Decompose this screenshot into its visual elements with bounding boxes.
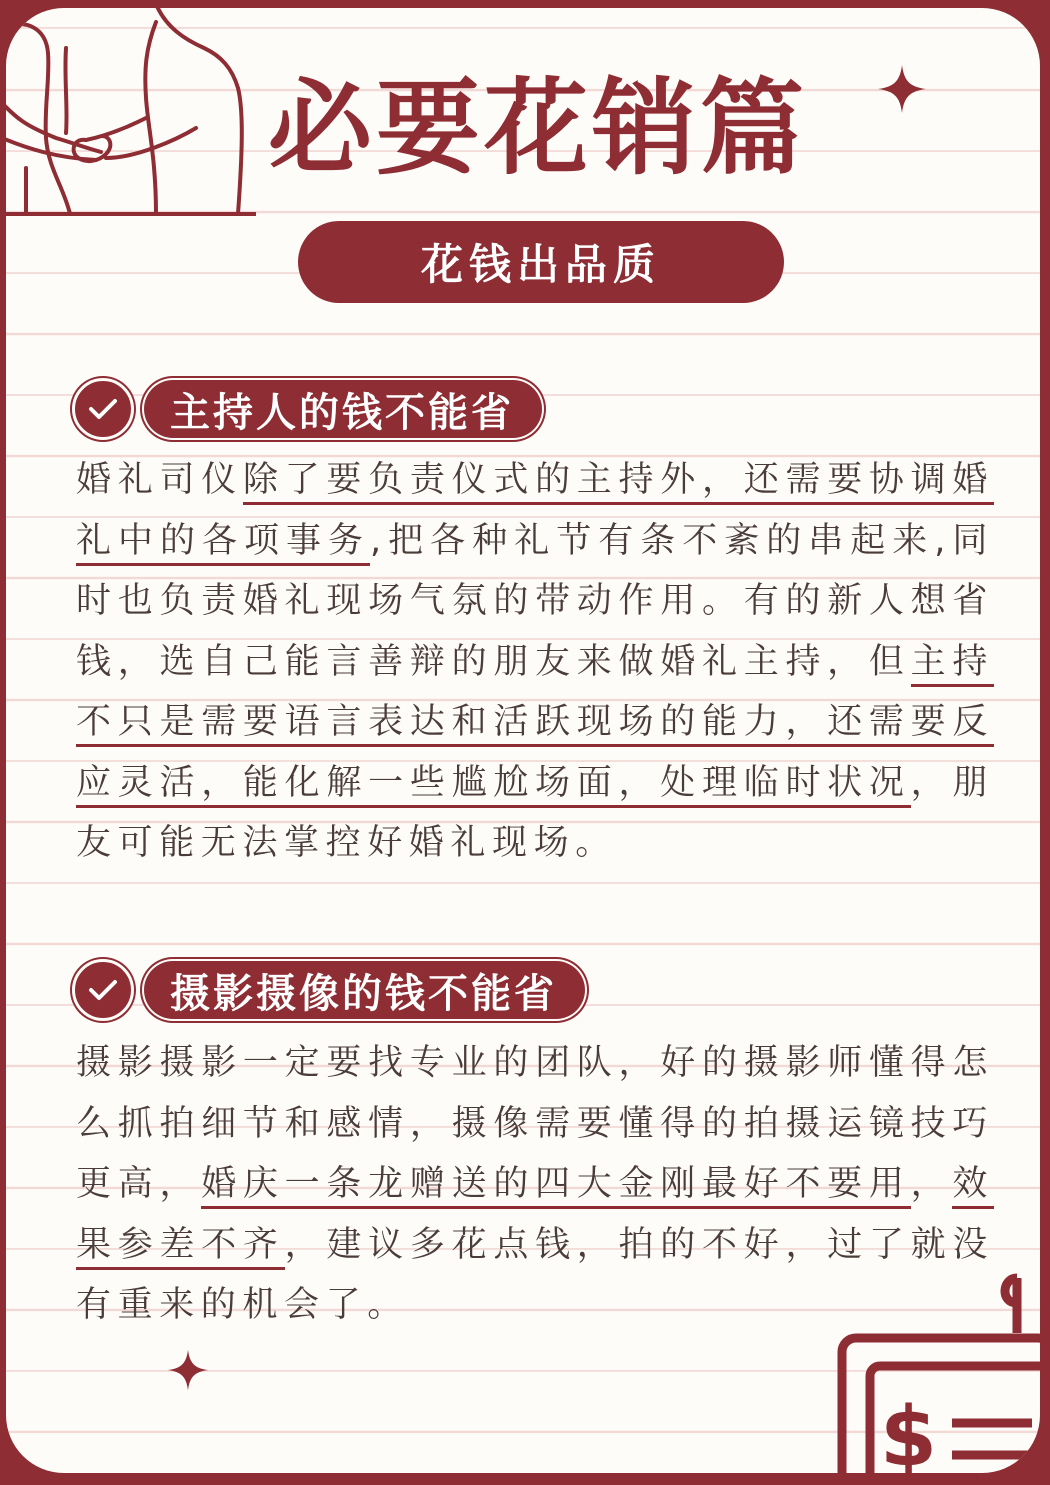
currency-symbol: $: [880, 1390, 938, 1478]
underlined-text: 主持不只是需要语言表达和活跃现场的能力，还需要反应灵活，能化解一些尴尬场面，处理临时状况: [76, 642, 994, 808]
checkmark-icon: [72, 959, 134, 1021]
underlined-text: 婚庆一条龙赠送的四大金刚最好不要用: [201, 1164, 910, 1209]
checkmark-icon: [72, 378, 134, 440]
sparkle-icon: [876, 63, 928, 115]
paragraph-text: ，: [910, 1164, 953, 1204]
sparkle-icon: [166, 1348, 210, 1392]
section-heading: 主持人的钱不能省: [144, 380, 542, 438]
paragraph-text: ,把各种礼节有条不紊的串起来,同时也负责婚礼现场气氛的带动作用。有的新人想省钱，选自己能言善辩的朋友来做婚礼主持，但: [76, 520, 994, 682]
underlined-text: 效果参差不齐: [76, 1164, 994, 1270]
subtitle-badge: 花钱出品质: [298, 221, 784, 303]
money-bill-icon: [832, 1273, 1040, 1478]
poster-card: [6, 8, 1040, 1478]
underlined-text: 除了要负责仪式的主持外，还需要协调婚礼中的各项事务: [76, 460, 994, 566]
section-paragraph: [76, 450, 994, 874]
section-heading: 摄影摄像的钱不能省: [144, 961, 585, 1019]
paragraph-text: ，朋友可能无法掌控好婚礼现场。: [76, 762, 994, 863]
paragraph-text: ，建议多花点钱，拍的不好，过了就没有重来的机会了。: [76, 1224, 994, 1325]
paragraph-text: 摄影摄影一定要找专业的团队，好的摄影师懂得怎么抓拍细节和感情，摄像需要懂得的拍摄运镜技巧更高，: [76, 1043, 994, 1204]
paragraph-text: 婚礼司仪: [76, 460, 243, 500]
section-header-photography: [72, 959, 585, 1021]
couple-holding-hands-icon: [6, 8, 256, 238]
page-title: 必要花销篇: [268, 67, 809, 189]
section-header-host: [72, 378, 542, 440]
